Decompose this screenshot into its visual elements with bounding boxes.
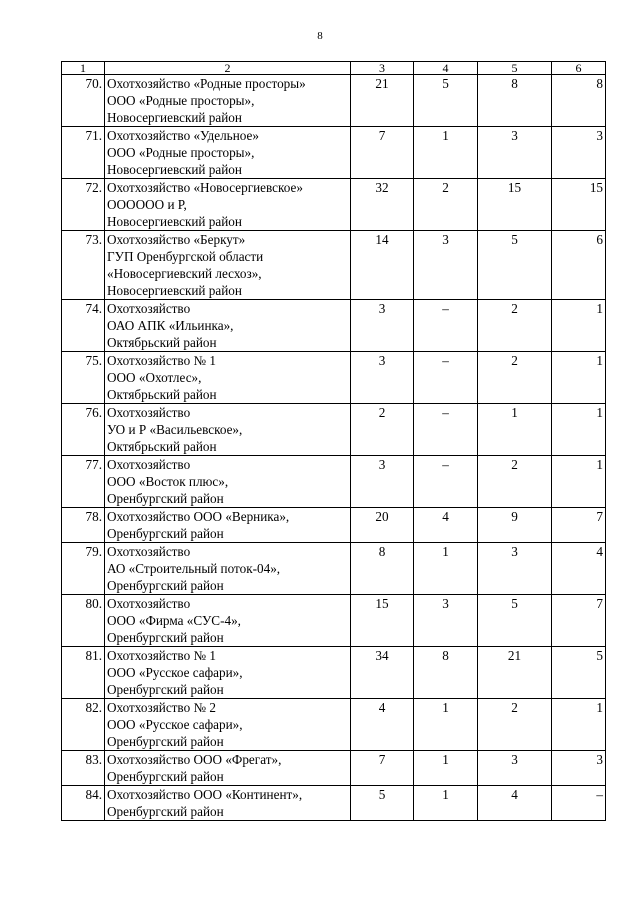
hunting-ground-name — [105, 508, 351, 543]
hunting-ground-name — [105, 647, 351, 699]
row-number: 76. — [62, 404, 105, 456]
value-cell-c3: 3 — [351, 352, 414, 404]
name-line: Охотхозяйство ООО «Фрегат», — [107, 752, 282, 767]
value-cell-c3: 14 — [351, 231, 414, 300]
value-cell-c4: 8 — [414, 647, 478, 699]
value-cell-c6: 1 — [552, 456, 606, 508]
column-header: 5 — [478, 62, 552, 75]
hunting-ground-name — [105, 300, 351, 352]
value-cell-c5: 1 — [478, 404, 552, 456]
name-line: ООО «Охотлес», — [107, 370, 202, 385]
name-line: Новосергиевский район — [107, 214, 242, 229]
row-number: 74. — [62, 300, 105, 352]
table-row — [62, 127, 606, 179]
name-line: Охотхозяйство — [107, 457, 191, 472]
hunting-ground-name — [105, 179, 351, 231]
value-cell-c3: 32 — [351, 179, 414, 231]
table-row — [62, 543, 606, 595]
name-line: Оренбургский район — [107, 734, 224, 749]
name-line: Охотхозяйство ООО «Верника», — [107, 509, 290, 524]
value-cell-c3: 4 — [351, 699, 414, 751]
row-number: 73. — [62, 231, 105, 300]
name-line: Охотхозяйство — [107, 544, 191, 559]
name-line: Охотхозяйство № 1 — [107, 648, 216, 663]
name-line: Оренбургский район — [107, 630, 224, 645]
value-cell-c4: 3 — [414, 595, 478, 647]
hunting-ground-name — [105, 595, 351, 647]
name-line: Охотхозяйство «Новосергиевское» — [107, 180, 303, 195]
column-header: 4 — [414, 62, 478, 75]
value-cell-c3: 7 — [351, 127, 414, 179]
name-line: Охотхозяйство «Беркут» — [107, 232, 246, 247]
name-line: ОООООО и Р, — [107, 197, 187, 212]
hunting-ground-name — [105, 127, 351, 179]
page-number: 8 — [317, 30, 323, 42]
column-header: 6 — [552, 62, 606, 75]
hunting-grounds-table — [61, 61, 606, 821]
row-number: 80. — [62, 595, 105, 647]
table-row — [62, 300, 606, 352]
value-cell-c3: 3 — [351, 456, 414, 508]
value-cell-c3: 7 — [351, 751, 414, 786]
value-cell-c6: 3 — [552, 127, 606, 179]
hunting-ground-name — [105, 786, 351, 821]
hunting-ground-name — [105, 75, 351, 127]
name-line: Новосергиевский район — [107, 283, 242, 298]
name-line: ОАО АПК «Ильинка», — [107, 318, 234, 333]
row-number: 81. — [62, 647, 105, 699]
hunting-ground-name — [105, 231, 351, 300]
table-row — [62, 75, 606, 127]
name-line: УО и Р «Васильевское», — [107, 422, 243, 437]
name-line: Октябрьский район — [107, 335, 217, 350]
row-number: 77. — [62, 456, 105, 508]
value-cell-c5: 2 — [478, 300, 552, 352]
name-line: Октябрьский район — [107, 439, 217, 454]
value-cell-c4: 4 — [414, 508, 478, 543]
value-cell-c3: 8 — [351, 543, 414, 595]
table-row — [62, 352, 606, 404]
value-cell-c6: 1 — [552, 404, 606, 456]
column-header: 2 — [105, 62, 351, 75]
value-cell-c5: 2 — [478, 699, 552, 751]
value-cell-c6: 8 — [552, 75, 606, 127]
table-row — [62, 404, 606, 456]
value-cell-c4: 1 — [414, 699, 478, 751]
name-line: АО «Строительный поток-04», — [107, 561, 281, 576]
hunting-ground-name — [105, 456, 351, 508]
value-cell-c5: 21 — [478, 647, 552, 699]
hunting-ground-name — [105, 352, 351, 404]
value-cell-c3: 2 — [351, 404, 414, 456]
value-cell-c3: 5 — [351, 786, 414, 821]
table-row — [62, 751, 606, 786]
row-number: 78. — [62, 508, 105, 543]
value-cell-c5: 9 — [478, 508, 552, 543]
name-line: Октябрьский район — [107, 387, 217, 402]
value-cell-c4: 3 — [414, 231, 478, 300]
name-line: ООО «Русское сафари», — [107, 665, 243, 680]
hunting-ground-name — [105, 404, 351, 456]
table-row — [62, 231, 606, 300]
name-line: ООО «Восток плюс», — [107, 474, 229, 489]
value-cell-c5: 3 — [478, 127, 552, 179]
name-line: Охотхозяйство ООО «Континент», — [107, 787, 303, 802]
row-number: 71. — [62, 127, 105, 179]
value-cell-c6: 3 — [552, 751, 606, 786]
name-line: Охотхозяйство «Родные просторы» — [107, 76, 306, 91]
name-line: Охотхозяйство — [107, 596, 191, 611]
table-row — [62, 595, 606, 647]
value-cell-c4: 1 — [414, 543, 478, 595]
value-cell-c4: 1 — [414, 786, 478, 821]
row-number: 72. — [62, 179, 105, 231]
name-line: Охотхозяйство № 2 — [107, 700, 216, 715]
name-line: Охотхозяйство № 1 — [107, 353, 216, 368]
name-line: Оренбургский район — [107, 578, 224, 593]
value-cell-c5: 5 — [478, 231, 552, 300]
hunting-ground-name — [105, 543, 351, 595]
row-number: 82. — [62, 699, 105, 751]
table-row — [62, 508, 606, 543]
hunting-ground-name — [105, 699, 351, 751]
value-cell-c5: 5 — [478, 595, 552, 647]
value-cell-c4: 2 — [414, 179, 478, 231]
value-cell-c5: 4 — [478, 786, 552, 821]
value-cell-c6: 7 — [552, 595, 606, 647]
value-cell-c6: 4 — [552, 543, 606, 595]
value-cell-c5: 2 — [478, 352, 552, 404]
value-cell-c4: – — [414, 404, 478, 456]
value-cell-c4: 1 — [414, 751, 478, 786]
value-cell-c6: 5 — [552, 647, 606, 699]
value-cell-c6: 7 — [552, 508, 606, 543]
column-header: 1 — [62, 62, 105, 75]
row-number: 84. — [62, 786, 105, 821]
value-cell-c5: 2 — [478, 456, 552, 508]
name-line: ООО «Фирма «СУС-4», — [107, 613, 241, 628]
value-cell-c5: 15 — [478, 179, 552, 231]
name-line: Новосергиевский район — [107, 110, 242, 125]
value-cell-c5: 3 — [478, 751, 552, 786]
value-cell-c4: – — [414, 352, 478, 404]
name-line: Охотхозяйство — [107, 405, 191, 420]
row-number: 75. — [62, 352, 105, 404]
row-number: 79. — [62, 543, 105, 595]
name-line: «Новосергиевский лесхоз», — [107, 266, 262, 281]
table-row — [62, 456, 606, 508]
value-cell-c6: 6 — [552, 231, 606, 300]
value-cell-c4: – — [414, 300, 478, 352]
value-cell-c6: 1 — [552, 300, 606, 352]
table-row — [62, 179, 606, 231]
column-header: 3 — [351, 62, 414, 75]
value-cell-c4: 5 — [414, 75, 478, 127]
row-number: 83. — [62, 751, 105, 786]
name-line: Оренбургский район — [107, 526, 224, 541]
name-line: Оренбургский район — [107, 491, 224, 506]
value-cell-c3: 15 — [351, 595, 414, 647]
table-row — [62, 786, 606, 821]
name-line: ООО «Русское сафари», — [107, 717, 243, 732]
value-cell-c3: 3 — [351, 300, 414, 352]
value-cell-c3: 20 — [351, 508, 414, 543]
value-cell-c6: – — [552, 786, 606, 821]
table-row — [62, 699, 606, 751]
value-cell-c6: 1 — [552, 699, 606, 751]
name-line: Оренбургский район — [107, 769, 224, 784]
value-cell-c4: 1 — [414, 127, 478, 179]
name-line: ООО «Родные просторы», — [107, 145, 255, 160]
table-row — [62, 647, 606, 699]
name-line: ООО «Родные просторы», — [107, 93, 255, 108]
value-cell-c5: 3 — [478, 543, 552, 595]
hunting-ground-name — [105, 751, 351, 786]
value-cell-c4: – — [414, 456, 478, 508]
value-cell-c5: 8 — [478, 75, 552, 127]
name-line: Оренбургский район — [107, 682, 224, 697]
name-line: Новосергиевский район — [107, 162, 242, 177]
name-line: Охотхозяйство — [107, 301, 191, 316]
name-line: ГУП Оренбургской области — [107, 249, 264, 264]
name-line: Охотхозяйство «Удельное» — [107, 128, 259, 143]
value-cell-c6: 1 — [552, 352, 606, 404]
name-line: Оренбургский район — [107, 804, 224, 819]
column-number-row — [62, 62, 606, 75]
value-cell-c6: 15 — [552, 179, 606, 231]
value-cell-c3: 21 — [351, 75, 414, 127]
row-number: 70. — [62, 75, 105, 127]
value-cell-c3: 34 — [351, 647, 414, 699]
